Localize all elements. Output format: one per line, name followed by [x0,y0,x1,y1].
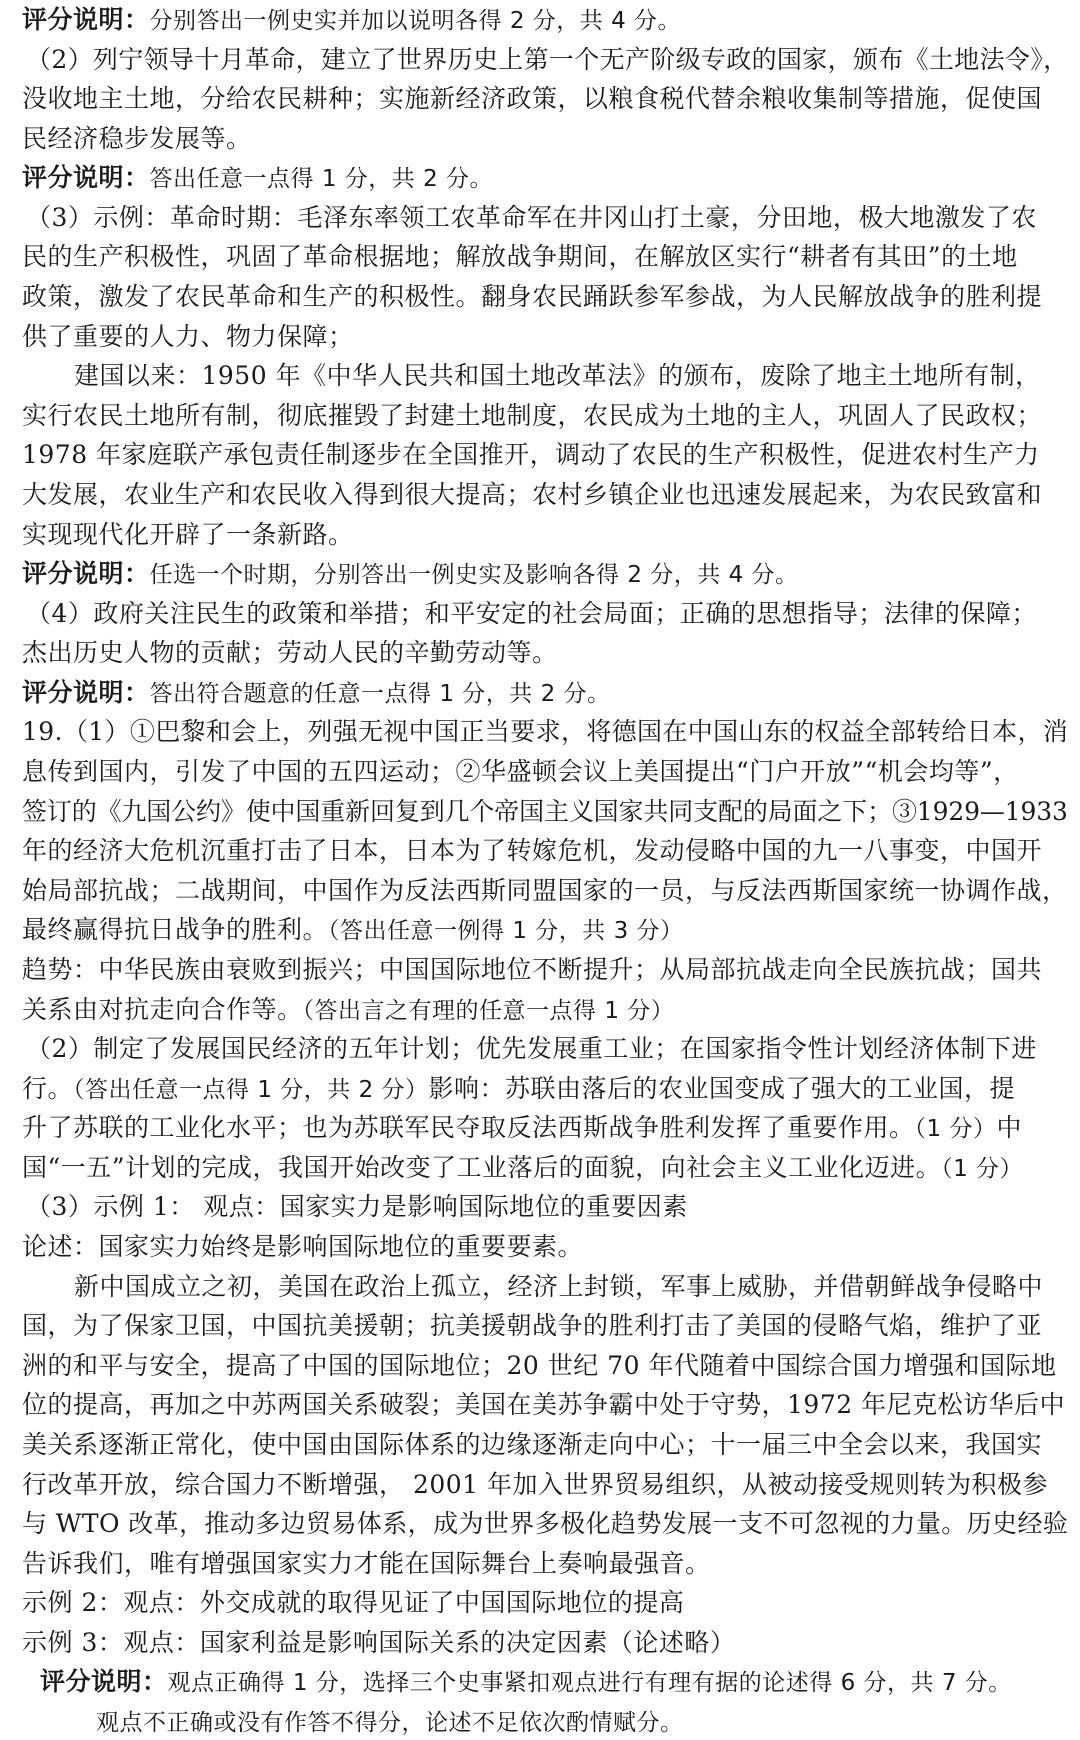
scoring-note-label: 评分说明： [22,677,150,707]
text-line [22,1389,1065,1421]
text-line [96,1706,684,1738]
text-line [22,1310,1042,1342]
text-segment: 息传到国内，引发了中国的五四运动；②华盛顿会议上美国提出“门户开放”“机会均等”， [22,757,1019,787]
text-line [22,875,1068,907]
text-segment: （4）政府关注民生的政策和举措；和平安定的社会局面；正确的思想指导；法律的保障； [26,598,1037,628]
text-line [74,1271,1043,1303]
text-line [22,321,354,353]
text-segment: 政策，激发了农民革命和生产的积极性。翻身农民踊跃参军参战，为人民解放战争的胜利提 [22,282,1043,312]
text-line [22,637,558,669]
text-line [22,1548,711,1580]
text-line [22,1627,735,1659]
text-segment: （2）列宁领导十月革命，建立了世界历史上第一个无产阶级专政的国家，颁布《土地法令》， [26,44,1069,74]
text-line [22,1469,1048,1501]
text-line [26,1191,688,1223]
text-segment: 始局部抗战；二战期间，中国作为反法西斯同盟国家的一员，与反法西斯国家统一协调作战， [22,875,1068,905]
scoring-note-text: 分别答出一例史实并加以说明各得 2 分，共 4 分。 [149,8,682,34]
text-line [22,83,1042,115]
text-line [22,1231,583,1263]
text-segment: 关系由对抗走向合作等。 [22,994,303,1024]
text-segment: （2）制定了发展国民经济的五年计划；优先发展重工业；在国家指令性计划经济体制下进 [26,1034,1037,1064]
text-line [22,241,1018,273]
text-line [22,796,1068,828]
text-segment: 签订的《九国公约》使中国重新回复到几个帝国主义国家共同支配的局面之下；③1929—1933 [22,796,1068,826]
text-segment: 美关系逐渐正常化，使中国由国际体系的边缘逐渐走向中心；十一届三中全会以来，我国实 [22,1429,1043,1459]
text-segment: 供了重要的人力、物力保障； [22,321,354,351]
text-line [22,4,681,36]
text-line [22,756,1019,788]
scoring-note-label: 评分说明： [22,559,150,589]
text-line [26,1033,1037,1065]
text-segment: 1978 年家庭联产承包责任制逐步在全国推开，调动了农民的生产积极性，促进农村生产力 [22,440,1040,470]
text-segment: （3）示例 1： 观点：国家实力是影响国际地位的重要因素 [26,1192,688,1222]
text-segment: 最终赢得抗日战争的胜利。 [22,915,329,945]
text-segment: 杰出历史人物的贡献；劳动人民的辛勤劳动等。 [22,638,558,668]
text-line [26,44,1068,76]
text-segment: 告诉我们，唯有增强国家实力才能在国际舞台上奏响最强音。 [22,1548,711,1578]
text-line [22,954,1042,986]
text-segment: 国，为了保家卫国，中国抗美援朝；抗美援朝战争的胜利打击了美国的侵略气焰，维护了亚 [22,1311,1043,1341]
text-line [22,677,611,709]
text-segment: 趋势：中华民族由衰败到振兴；中国国际地位不断提升；从局部抗战走向全民族抗战；国共 [22,954,1043,984]
text-segment: （3）示例：革命时期：毛泽东率领工农革命军在井冈山打土豪，分田地，极大地激发了农 [26,202,1037,232]
text-line [22,1587,684,1619]
scoring-note-label: 评分说明： [22,163,150,193]
text-segment: 示例 2：观点：外交成就的取得见证了中国国际地位的提高 [22,1588,685,1618]
text-segment: 没收地主土地，分给农民耕种；实施新经济政策，以粮食税代替余粮收集制等措施，促使国 [22,84,1043,114]
text-segment: 行。 [22,1073,74,1103]
scoring-note-label: 评分说明： [22,5,150,34]
text-segment: 中 [996,1113,1022,1143]
text-segment: 建国以来：1950 年《中华人民共和国土地改革法》的颁布，废除了地主土地所有制， [74,361,1041,391]
text-line [22,400,1042,432]
scoring-note-text: （答出任意一例得 1 分，共 3 分） [328,918,684,945]
scoring-note-text: 观点正确得 1 分，选择三个史事紧扣观点进行有理有据的论述得 6 分，共 7 分。 [167,1670,1012,1697]
text-segment: 位的提高，再加之中苏两国关系破裂；美国在美苏争霸中处于守势，1972 年尼克松访华后中 [22,1390,1066,1420]
text-line [22,1429,1042,1461]
text-line [22,1508,1068,1540]
text-line [22,994,674,1026]
text-segment: 实现现代化开辟了一条新路。 [22,519,354,549]
text-line [22,716,1068,748]
text-segment: 19.（1）①巴黎和会上，列强无视中国正当要求，将德国在中国山东的权益全部转给日本，消 [22,717,1069,747]
scoring-note-text: 任选一个时期，分别答出一例史实及影响各得 2 分，共 4 分。 [149,562,799,589]
text-line [22,1152,1023,1184]
text-line [22,123,252,155]
text-line [40,1666,1012,1698]
scoring-note-text: （答出言之有理的任意一点得 1 分） [302,997,675,1024]
text-line [74,360,1041,392]
text-line [22,1073,1015,1105]
text-segment: 民经济稳步发展等。 [22,123,252,153]
scoring-note-text: （1 分） [914,1116,997,1143]
text-segment: 民的生产积极性，巩固了革命根据地；解放战争期间，在解放区实行“耕者有其田”的土地 [22,242,1018,272]
text-line [26,202,1037,234]
scoring-note-text: 答出任意一点得 1 分，共 2 分。 [149,166,494,193]
text-segment: 论述：国家实力始终是影响国际地位的重要要素。 [22,1232,584,1262]
text-line [22,281,1042,313]
text-segment: 实行农民土地所有制，彻底摧毁了封建土地制度，农民成为土地的主人，巩固人了民政权； [22,400,1043,430]
text-line [22,479,1042,511]
text-segment: 升了苏联的工业化水平；也为苏联军民夺取反法西斯战争胜利发挥了重要作用。 [22,1113,915,1143]
text-segment: 示例 3：观点：国家利益是影响国际关系的决定因素（论述略） [22,1627,736,1657]
text-line [22,835,1042,867]
text-segment: 新中国成立之初，美国在政治上孤立，经济上封锁，军事上威胁，并借朝鲜战争侵略中 [74,1271,1044,1301]
text-segment: 行改革开放，综合国力不断增强， 2001 年加入世界贸易组织，从被动接受规则转为积极参 [22,1469,1049,1499]
scoring-note-text: 观点不正确或没有作答不得分，论述不足依次酌情赋分。 [96,1710,684,1736]
text-line [26,598,1037,630]
text-line [22,1350,1056,1382]
text-segment: 国“一五”计划的完成，我国开始改变了工业落后的面貌，向社会主义工业化迈进。 [22,1152,942,1182]
text-segment: 年的经济大危机沉重打击了日本，日本为了转嫁危机，发动侵略中国的九一八事变，中国开 [22,836,1043,866]
scoring-note-text: 答出符合题意的任意一点得 1 分，共 2 分。 [149,680,611,707]
text-line [22,914,684,946]
text-line [22,1112,1022,1144]
text-line [22,558,799,590]
scoring-note-label: 评分说明： [40,1667,168,1697]
text-segment: 与 WTO 改革，推动多边贸易体系，成为世界多极化趋势发展一支不可忽视的力量。历史经验 [22,1509,1069,1539]
text-segment: 影响：苏联由落后的农业国变成了强大的工业国，提 [428,1073,1016,1103]
text-line [22,162,493,194]
text-segment: 洲的和平与安全，提高了中国的国际地位；20 世纪 70 年代随着中国综合国力增强和国际地 [22,1350,1057,1380]
scoring-note-text: （答出任意一点得 1 分，共 2 分） [73,1076,429,1103]
text-line [22,439,1040,471]
text-segment: 大发展，农业生产和农民收入得到很大提高；农村乡镇企业也迅速发展起来，为农民致富和 [22,479,1043,509]
scoring-note-text: （1 分） [941,1155,1024,1182]
text-line [22,519,354,551]
